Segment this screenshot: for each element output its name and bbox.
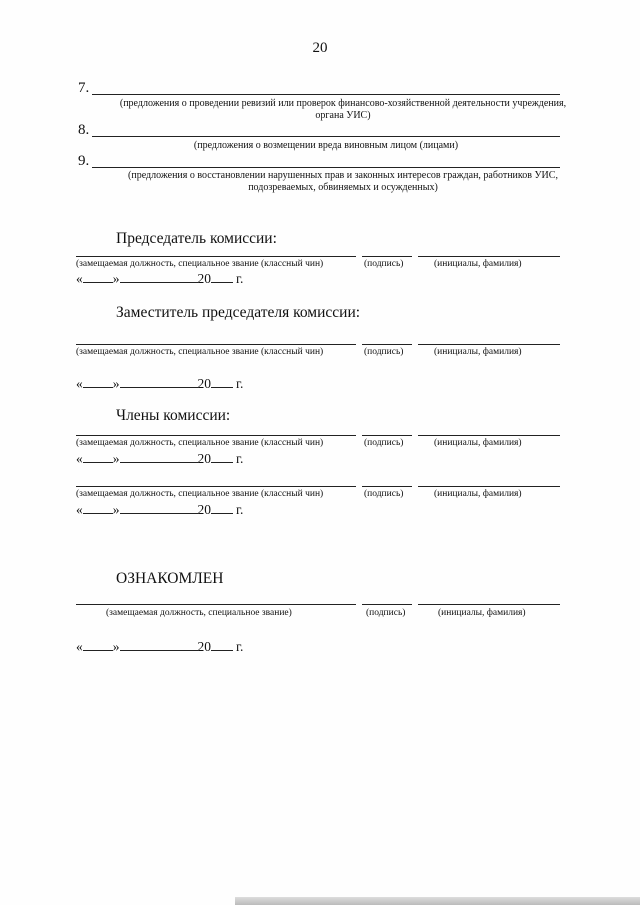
date-year-blank[interactable] [211, 375, 233, 388]
date-open-quote: « [76, 502, 83, 517]
date-year-prefix: 20 [197, 271, 211, 286]
date-day-blank[interactable] [83, 450, 113, 463]
chairman-heading: Председатель комиссии: [116, 230, 277, 247]
deputy-name-caption: (инициалы, фамилия) [434, 347, 522, 357]
item-8-caption: (предложения о возмещении вреда виновным лицом (лицами) [193, 140, 459, 151]
deputy-heading: Заместитель председателя комиссии: [116, 304, 361, 321]
item-number-8: 8. [78, 122, 90, 138]
date-year-suffix: г. [236, 502, 244, 517]
date-close-quote: » [112, 451, 120, 466]
member2-name-caption: (инициалы, фамилия) [434, 489, 522, 499]
date-open-quote: « [76, 451, 83, 466]
date-month-blank[interactable] [120, 375, 198, 388]
item-number-9: 9. [78, 153, 90, 169]
date-year-prefix: 20 [197, 376, 211, 391]
member2-signature-line[interactable] [362, 486, 412, 487]
member2-name-line[interactable] [418, 486, 560, 487]
deputy-name-line[interactable] [418, 344, 560, 345]
member1-name-caption: (инициалы, фамилия) [434, 438, 522, 448]
date-month-blank[interactable] [120, 270, 198, 283]
member1-signature-line[interactable] [362, 435, 412, 436]
member1-position-caption: (замещаемая должность, специальное звание (классный чин) [76, 438, 324, 448]
item-7-caption: (предложения о проведении ревизий или проверок финансово-хозяйственной деятельности учреждения, органа УИС) [119, 98, 567, 121]
date-day-blank[interactable] [83, 375, 113, 388]
date-year-suffix: г. [236, 451, 244, 466]
date-close-quote: » [112, 639, 120, 654]
page-number: 20 [312, 40, 328, 56]
member1-signature-caption: (подпись) [364, 438, 404, 448]
date-open-quote: « [76, 376, 83, 391]
item-7-fill-line[interactable] [92, 94, 560, 95]
deputy-signature-line[interactable] [362, 344, 412, 345]
chairman-position-line[interactable] [76, 256, 356, 257]
acquainted-position-caption: (замещаемая должность, специальное звание) [106, 608, 292, 618]
members-heading: Члены комиссии: [116, 407, 231, 424]
date-year-blank[interactable] [211, 270, 233, 283]
date-close-quote: » [112, 271, 120, 286]
acquainted-signature-line[interactable] [362, 604, 412, 605]
chairman-signature-line[interactable] [362, 256, 412, 257]
chairman-position-caption: (замещаемая должность, специальное звание (классный чин) [76, 259, 324, 269]
date-open-quote: « [76, 639, 83, 654]
date-year-suffix: г. [236, 271, 244, 286]
date-year-prefix: 20 [197, 451, 211, 466]
date-month-blank[interactable] [120, 501, 198, 514]
date-day-blank[interactable] [83, 638, 113, 651]
deputy-signature-caption: (подпись) [364, 347, 404, 357]
chairman-name-caption: (инициалы, фамилия) [434, 259, 522, 269]
chairman-date [76, 270, 243, 287]
member1-name-line[interactable] [418, 435, 560, 436]
acquainted-name-caption: (инициалы, фамилия) [438, 608, 526, 618]
member2-signature-caption: (подпись) [364, 489, 404, 499]
date-year-prefix: 20 [197, 502, 211, 517]
deputy-position-line[interactable] [76, 344, 356, 345]
date-day-blank[interactable] [83, 270, 113, 283]
item-9-fill-line[interactable] [92, 167, 560, 168]
chairman-name-line[interactable] [418, 256, 560, 257]
item-8-fill-line[interactable] [92, 136, 560, 137]
item-9-caption: (предложения о восстановлении нарушенных прав и законных интересов граждан, работников УИС, подозреваемых, обвиняемых и осужденных) [128, 170, 558, 193]
date-year-suffix: г. [236, 639, 244, 654]
acquainted-name-line[interactable] [418, 604, 560, 605]
acquainted-heading: ОЗНАКОМЛЕН [116, 570, 224, 587]
member2-position-line[interactable] [76, 486, 356, 487]
acquainted-date [76, 638, 243, 655]
deputy-position-caption: (замещаемая должность, специальное звание (классный чин) [76, 347, 324, 357]
date-month-blank[interactable] [120, 450, 198, 463]
date-day-blank[interactable] [83, 501, 113, 514]
member1-date [76, 450, 243, 467]
date-year-blank[interactable] [211, 638, 233, 651]
date-year-blank[interactable] [211, 450, 233, 463]
member2-date [76, 501, 243, 518]
deputy-date [76, 375, 243, 392]
acquainted-position-line[interactable] [76, 604, 356, 605]
date-open-quote: « [76, 271, 83, 286]
date-close-quote: » [112, 376, 120, 391]
date-year-suffix: г. [236, 376, 244, 391]
acquainted-signature-caption: (подпись) [366, 608, 406, 618]
date-month-blank[interactable] [120, 638, 198, 651]
member1-position-line[interactable] [76, 435, 356, 436]
chairman-signature-caption: (подпись) [364, 259, 404, 269]
date-close-quote: » [112, 502, 120, 517]
date-year-prefix: 20 [197, 639, 211, 654]
member2-position-caption: (замещаемая должность, специальное звание (классный чин) [76, 489, 324, 499]
scan-edge-shadow [235, 897, 640, 905]
date-year-blank[interactable] [211, 501, 233, 514]
item-number-7: 7. [78, 80, 90, 96]
